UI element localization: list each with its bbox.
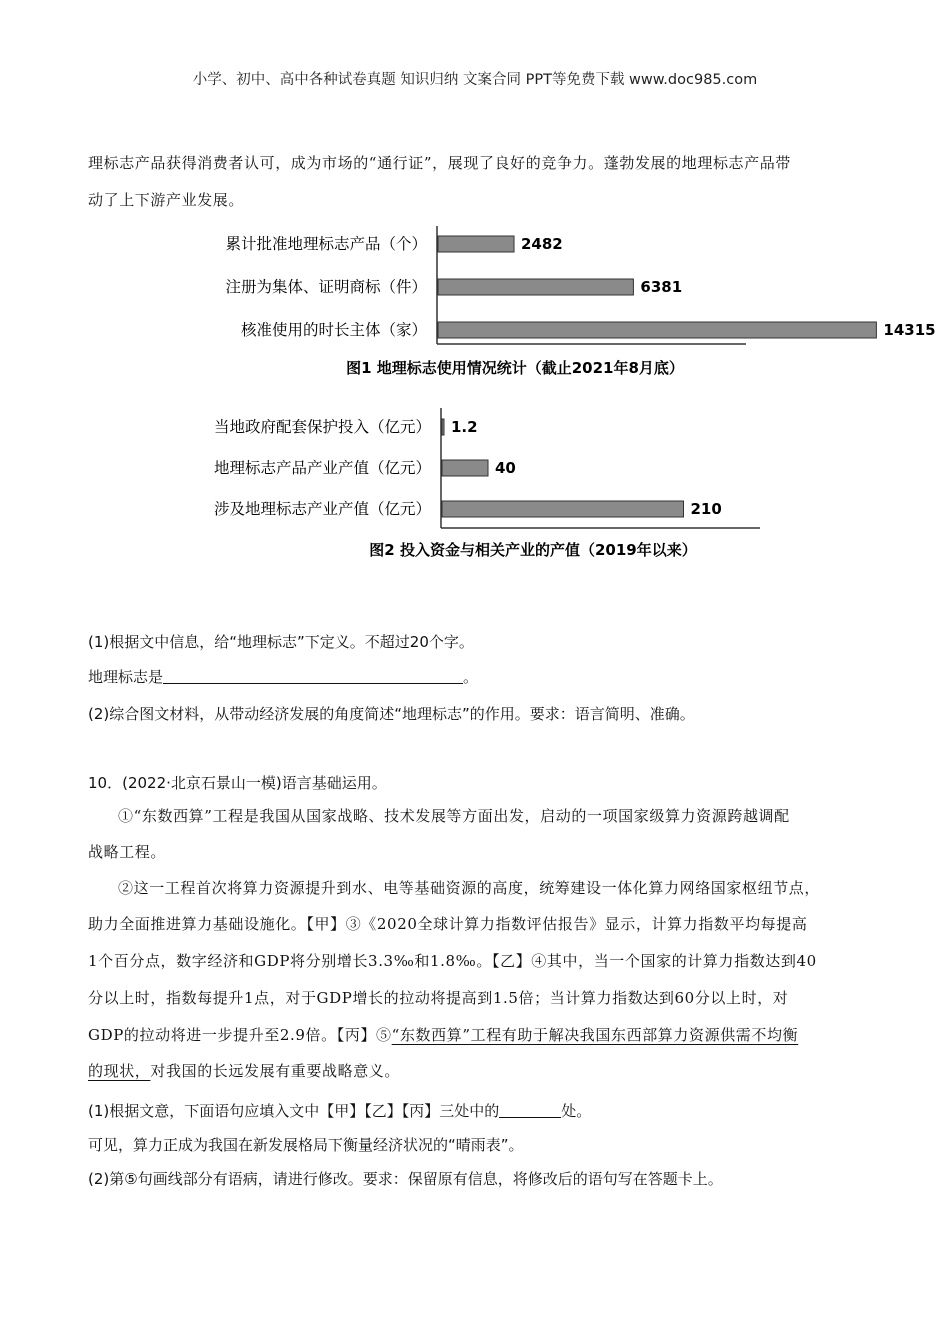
- c1-bar: [438, 236, 514, 252]
- c2-bar: [442, 419, 444, 435]
- q10-p2-line4: 分以上时，指数每提升1点，对于GDP增长的拉动将提高到1.5倍；当计算力指数达到60分以上时，对: [88, 989, 789, 1007]
- q10-p2-line3: 1个百分点，数字经济和GDP将分别增长3.3‰和1.8‰。【乙】④其中，当一个国家的计算力指数达到40: [88, 952, 817, 970]
- q10-sub2: (2)第⑤句画线部分有语病，请进行修改。要求：保留原有信息，将修改后的语句写在答题卡上。: [88, 1170, 723, 1188]
- intro-line-2: 动了上下游产业发展。: [88, 191, 245, 209]
- intro-line-1: 理标志产品获得消费者认可，成为市场的“通行证”，展现了良好的竞争力。蓬勃发展的地理标志产品带: [88, 154, 791, 172]
- q10-p2-line1: ②这一工程首次将算力资源提升到水、电等基础资源的高度，统筹建设一体化算力网络国家枢纽节点，: [118, 879, 821, 897]
- q10-p1-line2: 战略工程。: [88, 843, 167, 861]
- q10-p1-line1: ①“东数西算”工程是我国从国家战略、技术发展等方面出发，启动的一项国家级算力资源跨越调配: [118, 807, 790, 825]
- q10-p2-line6-plain: 对我国的长远发展有重要战略意义。: [150, 1062, 401, 1080]
- chart-1-title: 图1 地理标志使用情况统计（截止2021年8月底）: [346, 359, 684, 377]
- q10-underlined-sentence-part1: “东数西算”工程有助于解决我国东西部算力资源供需不均衡: [391, 1026, 799, 1044]
- c1-value-label: 2482: [521, 235, 563, 253]
- chart-1: [180, 222, 936, 382]
- q10-p2-line6: [88, 1064, 400, 1079]
- c1-value-label: 6381: [640, 278, 683, 296]
- q10-p2-line5: [88, 1028, 798, 1043]
- c2-category-label: 涉及地理标志产业产值（亿元）: [213, 500, 431, 518]
- q10-sub1-blank[interactable]: [499, 1103, 561, 1118]
- c2-bar: [442, 460, 488, 476]
- c2-category-label: 地理标志产品产业产值（亿元）: [213, 459, 431, 477]
- q10-p2-line2: 助力全面推进算力基础设施化。【甲】③《2020全球计算力指数评估报告》显示，计算力指数平均每提高: [88, 915, 808, 933]
- q9-answer-suffix: 。: [463, 668, 479, 686]
- chart-2: [180, 404, 780, 569]
- c1-value-label: 14315: [883, 321, 936, 339]
- q9-sub1: (1)根据文中信息，给“地理标志”下定义。不超过20个字。: [88, 633, 474, 651]
- q10-p2-line5-plain: GDP的拉动将进一步提升至2.9倍。【丙】⑤: [88, 1026, 392, 1044]
- q9-sub2: (2)综合图文材料，从带动经济发展的角度简述“地理标志”的作用。要求：语言简明、准确。: [88, 705, 695, 723]
- c1-category-label: 累计批准地理标志产品（个）: [225, 235, 427, 253]
- c2-bar: [442, 501, 684, 517]
- c1-bar: [438, 322, 876, 338]
- c2-category-label: 当地政府配套保护投入（亿元）: [213, 418, 431, 436]
- c2-value-label: 1.2: [451, 418, 478, 436]
- page-header: 小学、初中、高中各种试卷真题 知识归纳 文案合同 PPT等免费下载 www.doc985.com: [192, 72, 758, 88]
- q10-sub1-prefix: (1)根据文意，下面语句应填入文中【甲】【乙】【丙】三处中的: [88, 1102, 500, 1120]
- q9-answer-blank[interactable]: [163, 669, 463, 684]
- q10-title: 10．(2022·北京石景山一模)语言基础运用。: [88, 774, 387, 792]
- c2-value-label: 40: [495, 459, 516, 477]
- q10-underlined-sentence-part2: 的现状，: [88, 1062, 151, 1080]
- c1-category-label: 注册为集体、证明商标（件）: [225, 278, 427, 296]
- q9-answer-line: [88, 666, 478, 687]
- q10-sub1-sentence: 可见，算力正成为我国在新发展格局下衡量经济状况的“晴雨表”。: [88, 1136, 524, 1154]
- q10-sub1: [88, 1100, 591, 1121]
- q9-answer-prefix: 地理标志是: [88, 668, 164, 686]
- c1-bar: [438, 279, 633, 295]
- chart-2-title: 图2 投入资金与相关产业的产值（2019年以来）: [369, 541, 697, 559]
- q10-sub1-suffix: 处。: [561, 1102, 592, 1120]
- c2-value-label: 210: [690, 500, 722, 518]
- c1-category-label: 核准使用的时长主体（家）: [240, 321, 427, 339]
